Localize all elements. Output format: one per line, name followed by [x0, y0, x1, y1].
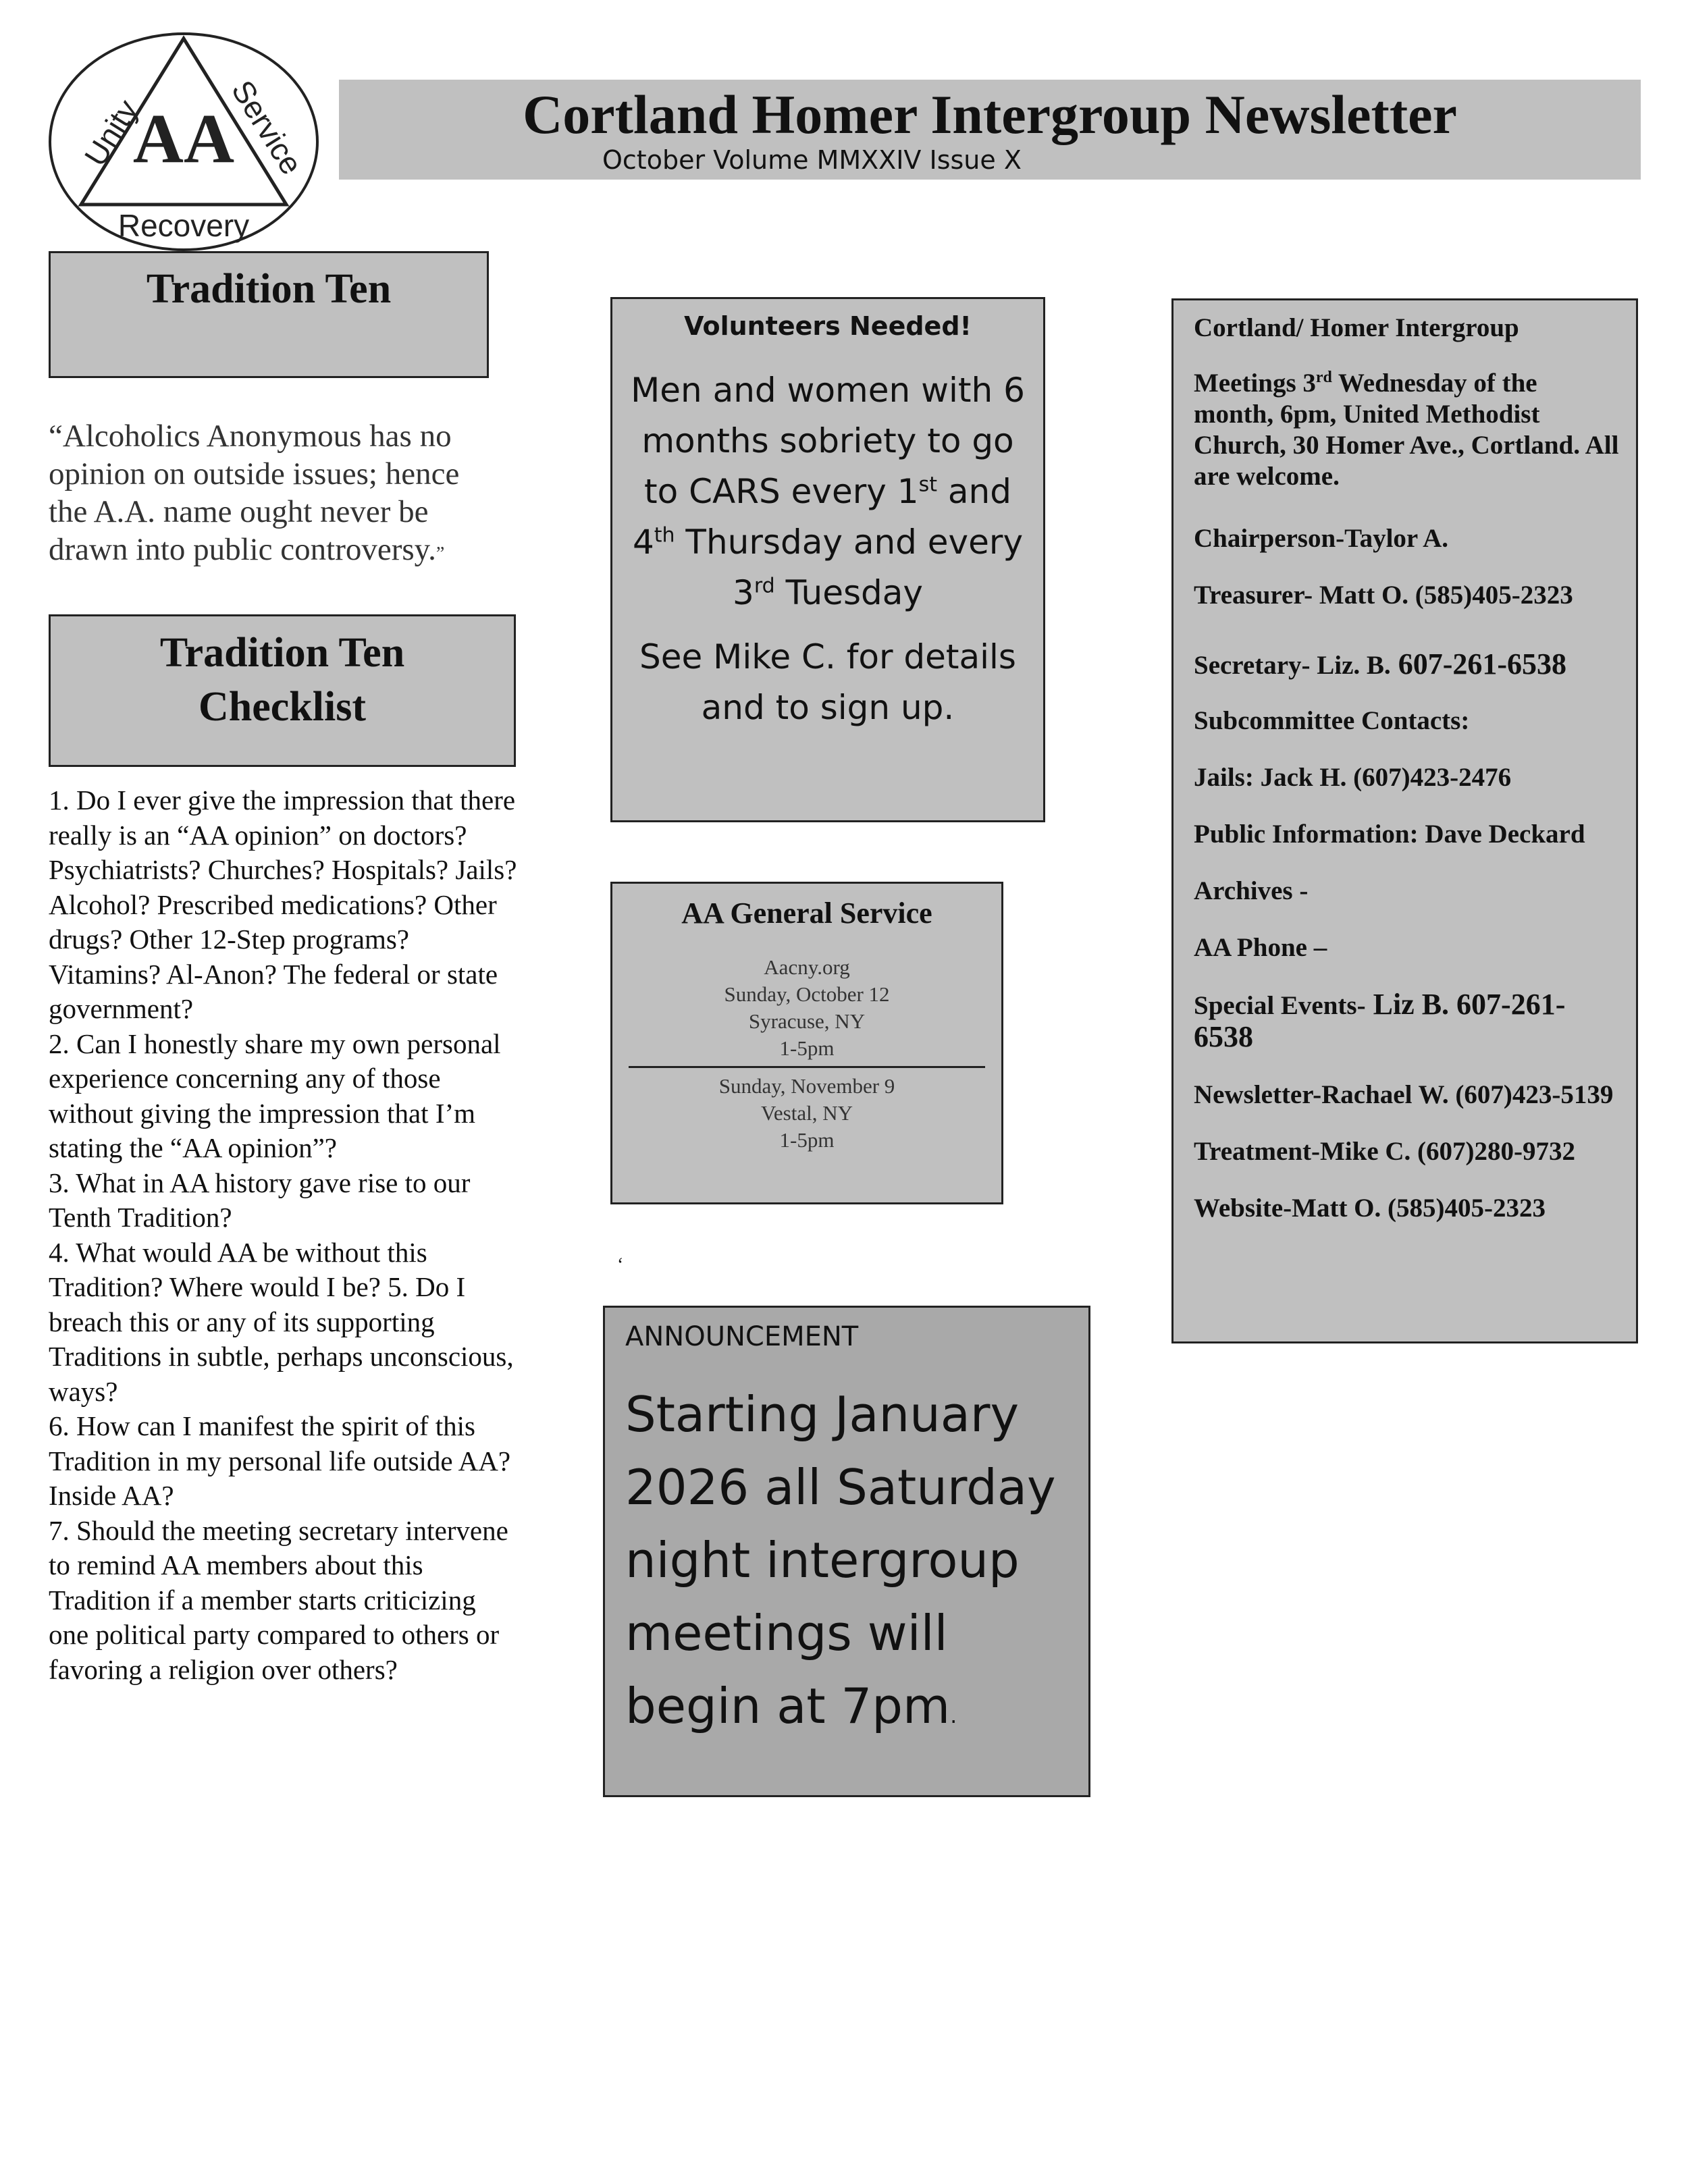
tradition-quote: [49, 417, 494, 573]
meetings-text: Wednesday of the month, 6pm, United Methodist Church, 30 Homer Ave., Cortland. All are welcome.: [1194, 369, 1619, 491]
intergroup-box: [1171, 298, 1638, 1343]
event-place: Syracuse, NY: [748, 1009, 866, 1033]
announcement-period: .: [950, 1703, 957, 1728]
secretary-label: Secretary- Liz. B.: [1194, 651, 1391, 680]
general-service-title: AA General Service: [681, 897, 932, 930]
contact-special-events: [1194, 989, 1623, 1054]
contact-jails: Jails: Jack H. (607)423-2476: [1194, 763, 1512, 792]
logo-right-word: Service: [224, 74, 310, 181]
treasurer: Treasurer- Matt O. (585)405-2323: [1194, 581, 1573, 610]
meetings-text: Meetings 3: [1194, 369, 1316, 398]
contact-treatment: Treatment-Mike C. (607)280-9732: [1194, 1137, 1576, 1166]
special-events-contact: Liz B. 607-261-6538: [1194, 988, 1566, 1053]
subcommittee-heading: Subcommittee Contacts:: [1194, 706, 1470, 735]
general-service-box: [610, 882, 1003, 1204]
checklist-item: 4. What would AA be without this Tradition? Where would I be? 5. Do I breach this or any of its supporting Traditions in subtle, perhaps unconscious, ways?: [49, 1236, 514, 1407]
general-service-event: [612, 1073, 1001, 1154]
ordinal-suffix: st: [918, 473, 937, 497]
event-time: 1-5pm: [779, 1128, 835, 1152]
ordinal-suffix: th: [654, 523, 675, 548]
checklist: [49, 783, 521, 1687]
logo-center-text: AA: [132, 100, 235, 178]
tradition-quote-text: “Alcoholics Anonymous has no opinion on outside issues; hence the A.A. name ought never be drawn into public controversy.: [49, 419, 460, 567]
volunteers-body: [626, 365, 1030, 733]
event-date: Sunday, November 9: [718, 1074, 895, 1098]
volunteers-box: [610, 297, 1045, 822]
checklist-item: 7. Should the meeting secretary intervene to remind AA members about this Tradition if a member starts criticizing one political party compared to others or favoring a religion over others?: [49, 1514, 508, 1685]
checklist-heading-line2: Checklist: [199, 684, 366, 730]
tradition-quote-close: ”: [436, 543, 445, 564]
volunteers-heading: Volunteers Needed!: [684, 311, 972, 341]
stray-mark: ‘: [617, 1254, 624, 1275]
checklist-item: 6. How can I manifest the spirit of this Tradition in my personal life outside AA? Inside AA?: [49, 1410, 511, 1511]
event-divider: [629, 1066, 985, 1068]
volunteers-text: Thursday and every 3: [675, 523, 1024, 612]
intergroup-contacts: [1194, 313, 1623, 1224]
logo-left-word: Unity: [77, 93, 145, 172]
checklist-heading-box: [49, 614, 516, 767]
volunteers-text: Tuesday: [774, 573, 923, 612]
checklist-item: 2. Can I honestly share my own personal experience concerning any of those without giving the impression that I’m stating the “AA opinion”?: [49, 1028, 501, 1163]
ordinal-suffix: rd: [1315, 369, 1332, 386]
aa-logo-icon: [47, 30, 321, 253]
chairperson: Chairperson-Taylor A.: [1194, 524, 1449, 553]
announcement-box: [603, 1306, 1090, 1797]
announcement-heading: ANNOUNCEMENT: [625, 1321, 859, 1352]
aa-logo: [47, 30, 321, 253]
contact-website: Website-Matt O. (585)405-2323: [1194, 1194, 1546, 1223]
logo-bottom-word: Recovery: [117, 208, 250, 243]
contact-newsletter: Newsletter-Rachael W. (607)423-5139: [1194, 1080, 1614, 1109]
volunteers-text: Men and women with 6 months sobriety to go to CARS every 1: [631, 371, 1025, 511]
general-service-event: [612, 954, 1001, 1062]
contact-public-information: Public Information: Dave Deckard: [1194, 820, 1585, 849]
secretary-phone: 607-261-6538: [1390, 647, 1566, 681]
intergroup-title: Cortland/ Homer Intergroup: [1194, 313, 1519, 342]
secretary: [1194, 649, 1623, 681]
issue-line: October Volume MMXXIV Issue X: [602, 145, 1022, 175]
announcement-text: Starting January 2026 all Saturday night intergroup meetings will begin at 7pm: [625, 1386, 1056, 1734]
event-time: 1-5pm: [779, 1036, 835, 1060]
tradition-ten-heading-box: [49, 251, 489, 378]
checklist-heading: [51, 626, 514, 734]
contact-archives: Archives -: [1194, 876, 1309, 905]
checklist-item: 3. What in AA history gave rise to our Tenth Tradition?: [49, 1167, 471, 1233]
special-events-label: Special Events-: [1194, 991, 1366, 1020]
checklist-heading-line1: Tradition Ten: [159, 630, 405, 676]
event-site: Aacny.org: [764, 955, 850, 979]
newsletter-banner: [339, 80, 1641, 180]
tradition-ten-heading: Tradition Ten: [146, 266, 392, 312]
announcement-body: [625, 1378, 1072, 1752]
volunteers-text: and 4: [632, 472, 1011, 562]
newsletter-title: Cortland Homer Intergroup Newsletter: [523, 84, 1457, 145]
meetings-info: [1194, 368, 1623, 492]
ordinal-suffix: rd: [754, 574, 775, 598]
event-place: Vestal, NY: [760, 1101, 853, 1125]
contact-aa-phone: AA Phone –: [1194, 933, 1327, 962]
event-date: Sunday, October 12: [724, 982, 890, 1006]
checklist-item: 1. Do I ever give the impression that there really is an “AA opinion” on doctors? Psychiatrists? Churches? Hospitals? Jails? Alcohol? Prescribed medications? Other drugs? Other 12-Step programs? Vitamins? Al-Anon? The federal or state government?: [49, 784, 517, 1024]
volunteers-details: See Mike C. for details and to sign up.: [639, 637, 1016, 727]
